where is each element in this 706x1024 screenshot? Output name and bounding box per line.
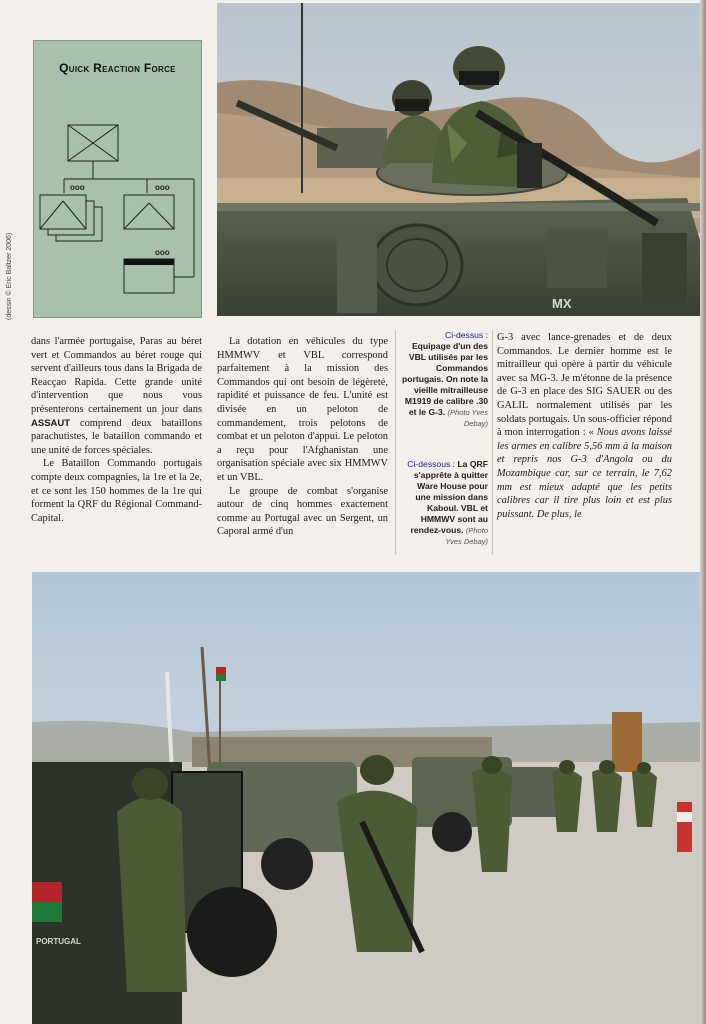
diagram-credit: (dessin © Eric Baltzer 2006) [6,232,13,320]
article-column-1 [31,335,202,525]
org-chart-diagram [33,40,202,318]
article-paragraph [497,331,672,521]
support-platoon-symbol [124,195,174,229]
magazine-name: ASSAUT [31,417,71,429]
org-chart-svg [34,41,203,319]
combat-platoon-symbol [40,195,86,229]
photo-vbl-crew-illustration [217,3,701,316]
photo-credit: (Photo Yves Debay) [445,526,488,546]
page-edge [700,0,706,1024]
article-paragraph: Le groupe de combat s'organise autour de cinq hommes exactement comme au Portugal avec un Sergent, un Caporal armé d'un [217,485,388,538]
unit-size-mark: ooo [155,248,170,257]
caption-bottom-photo [400,459,488,547]
unit-size-mark: ooo [70,183,85,192]
vehicle-marking: MX [552,296,572,311]
caption-lead: Ci-dessus : [445,330,488,340]
article-paragraph [31,335,202,457]
article-paragraph: Le Bataillon Commando portugais compte deux compagnies, la 1re et la 2e, et ce sont les 150 hommes de la 1re qui forment la QRF du Régional Command-Capital. [31,458,202,524]
paragraph-text: dans l'armée portugaise, Paras au béret vert et Commandos au béret rouge qui servent d'ailleurs tous dans la Brigada de Reacçao Rapida. Cette grande unité d'intervention que nous vous présenterons certainement un jour dans [31,336,202,415]
article-column-3 [497,331,672,521]
paragraph-text: G-3 avec lance-grenades et de deux Commandos. Le dernier homme est le mitrailleur qui opère à partir du véhicule avec sa MG-3. Je m'étonne de la présence de G-3 en place des SIG SAUER ou des GALIL normalement utilisés par les soldats portugais. Un sous-officier répond à mon interrogation : « [497,332,672,439]
unit-size-mark: ooo [155,183,170,192]
caption-text: Equipage d'un des VBL utilisés par les Commandos portugais. On note la vieille mitrailleuse M1919 de calibre .30 et le G-3. [402,341,488,417]
diagram-title: Quick Reaction Force [59,61,176,75]
photo-vbl-crew [217,3,701,316]
photo-credit: (Photo Yves Debay) [447,408,488,428]
paragraph-text: comprend deux bataillons parachutistes, le bataillon commando et une unité de forces spéciales. [31,417,202,456]
quote-text: Nous avons laissé les armes en calibre 5,56 mm à la maison et repris nos G-3 d'Angola ou du Mozambique car, sur ce terrain, le 7,62 mm est mieux adapté que les petits calibres car il tire plus loin et est plus puissant. De plus, le [497,427,672,520]
vehicle-door-text: PORTUGAL [36,937,81,946]
caption-top-photo [400,330,488,429]
photo-qrf-convoy [32,572,704,1024]
article-column-2 [217,335,388,539]
photo-qrf-convoy-illustration [32,572,704,1024]
column-separator [492,330,493,555]
article-paragraph: La dotation en véhicules du type HMMWV et VBL correspond parfaitement à la mission des Commandos qui ont besoin de légèreté, rapidité et puissance de feu. L'unité est divisée en un peloton de commandement, trois pelotons de combat et un peloton d'appui. Le peloton a reçu pour l'Afghanistan une organisation spéciale avec six HMMWV et un VBL. [217,336,388,483]
caption-lead: Ci-dessous : [407,459,456,469]
caption-text: La QRF s'apprête à quitter Ware House pour une mission dans Kaboul. VBL et HMMWV sont au rendez-vous. [410,459,488,535]
column-separator [395,330,396,555]
